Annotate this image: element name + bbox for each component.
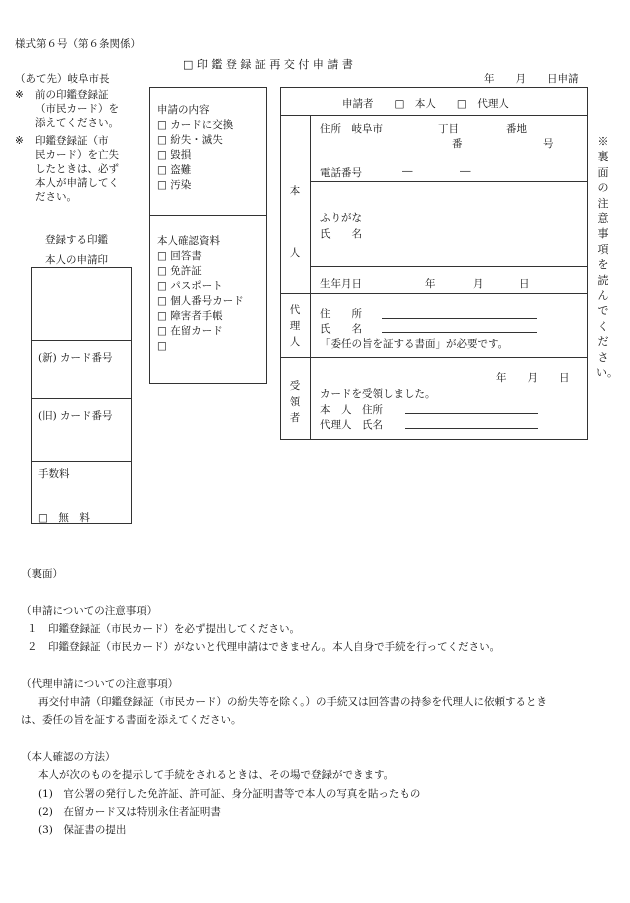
birth-day: 日: [519, 278, 530, 290]
banchi-label: 番地: [506, 123, 527, 135]
receiver-principal-address: 本 人 住所: [320, 404, 383, 416]
seal-box: [31, 267, 132, 524]
name-label: 氏 名: [320, 228, 362, 240]
new-card-number-label: (新) カード番号: [38, 352, 113, 364]
go-label: 号: [543, 138, 554, 150]
option-passport[interactable]: □ パスポート: [157, 280, 223, 292]
request-content-heading: 申請の内容: [157, 104, 210, 116]
agent-name-field[interactable]: [382, 332, 537, 333]
seal-heading-applicant: 本人の申請印: [45, 254, 108, 266]
phone-dash-1: ―: [402, 165, 413, 177]
verify-intro: 本人が次のものを提示して手続をされるときは、その場で登録ができます。: [38, 769, 395, 781]
receiver-agent-name: 代理人 氏名: [320, 419, 383, 431]
page-title: □ 印 鑑 登 録 証 再 交 付 申 請 書: [183, 58, 353, 71]
phone-label: 電話番号: [320, 167, 362, 179]
receiver-name-field[interactable]: [405, 428, 538, 429]
option-lost[interactable]: □ 紛失・滅失: [157, 134, 223, 146]
address-label: 住所 岐阜市: [320, 123, 383, 135]
receiver-date: 年 月 日: [496, 372, 570, 384]
birth-month: 月: [473, 278, 484, 290]
addressee: （あて先）岐阜市長: [15, 73, 110, 85]
verify-item-2: (2) 在留カード又は特別永住者証明書: [38, 806, 221, 818]
receiver-side-label: 受領者: [289, 380, 301, 424]
agent-side-label: 代理人: [289, 304, 301, 348]
agent-address-field[interactable]: [382, 318, 537, 319]
application-note-1: １ 印鑑登録証（市民カード）を必ず提出してください。: [27, 623, 300, 635]
option-exchange-card[interactable]: □ カードに交換: [157, 119, 234, 131]
id-documents-heading: 本人確認資料: [157, 235, 220, 247]
receiver-statement: カードを受領しました。: [320, 388, 436, 400]
birth-year: 年: [425, 278, 436, 290]
option-disability-book[interactable]: □ 障害者手帳: [157, 310, 223, 322]
birthdate-label: 生年月日: [320, 278, 362, 290]
agent-note-text-2: は、委任の旨を証する書面を添えてください。: [21, 714, 242, 726]
agent-note: 「委任の旨を証する書面」が必要です。: [320, 338, 509, 350]
agent-address-label: 住 所: [320, 308, 362, 320]
application-date: 年 月 日申請: [484, 73, 579, 85]
chome-label: 丁目: [438, 123, 459, 135]
option-my-number-card[interactable]: □ 個人番号カード: [157, 295, 244, 307]
principal-side-label: 本人: [289, 185, 301, 259]
application-notes-heading: （申請についての注意事項）: [21, 605, 158, 617]
verify-item-1: (1) 官公署の発行した免許証、許可証、身分証明書等で本人の写真を貼ったもの: [38, 788, 421, 800]
fee-free-checkbox[interactable]: □ 無 料: [38, 512, 90, 524]
option-soiled[interactable]: □ 汚染: [157, 179, 192, 191]
agent-notes-heading: （代理申請についての注意事項）: [21, 678, 179, 690]
seal-heading-registered: 登録する印鑑: [45, 234, 108, 246]
ban-label: 番: [452, 138, 463, 150]
furigana-label: ふりがな: [320, 212, 362, 224]
phone-dash-2: ―: [460, 165, 471, 177]
option-reply-form[interactable]: □ 回答書: [157, 250, 202, 262]
verify-heading: （本人確認の方法）: [21, 751, 116, 763]
form-number: 様式第６号（第６条関係）: [15, 38, 141, 50]
option-license[interactable]: □ 免許証: [157, 265, 202, 277]
option-other[interactable]: □: [157, 340, 167, 352]
agent-name-label: 氏 名: [320, 323, 362, 335]
option-damaged[interactable]: □ 毀損: [157, 149, 192, 161]
agent-note-text-1: 再交付申請（印鑑登録証（市民カード）の紛失等を除く。）の手続又は回答書の持参を代理人に依頼するとき: [38, 696, 548, 708]
receiver-address-field[interactable]: [405, 413, 538, 414]
option-stolen[interactable]: □ 盗難: [157, 164, 192, 176]
back-label: （裏面）: [21, 568, 63, 580]
application-note-2: ２ 印鑑登録証（市民カード）がないと代理申請はできません。本人自身で手続を行ってください。: [27, 641, 501, 653]
applicant-type-row[interactable]: 申請者 □ 本人 □ 代理人: [342, 98, 509, 110]
side-note-vertical: ※裏面の注意事項を読んでください。: [596, 135, 618, 380]
option-residence-card[interactable]: □ 在留カード: [157, 325, 223, 337]
fee-label: 手数料: [38, 468, 70, 480]
verify-item-3: (3) 保証書の提出: [38, 824, 127, 836]
old-card-number-label: (旧) カード番号: [38, 410, 113, 422]
